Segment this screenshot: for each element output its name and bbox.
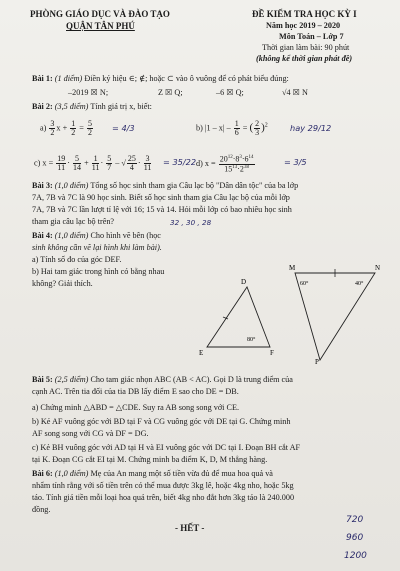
q2b-answer: hay 29/12: [290, 123, 332, 133]
q4-label: Bài 4:: [32, 231, 53, 240]
q3-points: (1,0 điểm): [54, 181, 89, 190]
q6-line3: táo. Tính giá tiền mỗi loại hoa quả trên, biết 4kg nho đắt hơn 3kg táo là 240.000: [32, 493, 295, 502]
q5-label: Bài 5:: [32, 375, 53, 384]
triangle-def: [207, 287, 270, 347]
vertex-d: D: [241, 278, 247, 286]
q1-label: Bài 1:: [32, 74, 53, 83]
q4-text1: Cho hình vẽ bên (học: [90, 231, 161, 240]
q1-item-4: √4 ☒ N: [282, 88, 308, 97]
q2a-label: a): [40, 123, 47, 133]
q2c-label: c): [34, 158, 41, 168]
vertex-f: F: [270, 349, 274, 357]
q6-label: Bài 6:: [32, 469, 53, 478]
q4-b1: b) Hai tam giác trong hình có bằng nhau: [32, 267, 165, 276]
q2b-label: b): [196, 123, 203, 133]
q5-line1: [32, 376, 293, 384]
q2a-answer: = 4/3: [112, 123, 135, 133]
tally-960: 960: [346, 533, 364, 543]
q1-item-3: –6 ☒ Q;: [216, 88, 244, 97]
q5-b1: b) Kẻ AF vuông góc với BD tại F và CG vuông góc với DE tại G. Chứng minh: [32, 417, 291, 426]
q5-c2: tại K. Đoạn CG cắt EI tại M. Chứng minh ba điểm K, D, M thẳng hàng.: [32, 455, 268, 464]
angle-m: 60°: [300, 281, 309, 287]
q6-text1: Mẹ của An mang một số tiền vừa đủ để mua hoa quả và: [90, 469, 273, 478]
subject: Môn Toán – Lớp 7: [279, 32, 344, 41]
q6-line1: [32, 470, 273, 478]
q6-points: (1,0 điểm): [54, 469, 89, 478]
q1-text: Điền ký hiệu ∈; ∉; hoặc ⊂ vào ô vuông để có phát biểu đúng:: [84, 74, 289, 83]
note: (không kể thời gian phát đề): [256, 54, 353, 63]
exam-title: ĐỀ KIỂM TRA HỌC KỲ I: [252, 9, 357, 19]
q2-label: Bài 2:: [32, 102, 53, 111]
q1-points: (1 điểm): [54, 74, 83, 83]
q2a: a) $\frac{3}{2}$ x + $\frac{1}{2}$ = $\frac{5}{2}$: [40, 119, 92, 137]
q2-points: (3,5 điểm): [54, 102, 89, 111]
q2-header: [32, 103, 152, 111]
angle-n: 40°: [355, 281, 364, 287]
q5-line2: cạnh AC. Trên tia đối của tia DB lấy điểm E sao cho DE = DB.: [32, 387, 239, 396]
duration: Thời gian làm bài: 90 phút: [262, 43, 350, 52]
q2d: d) x = $\frac{20^{12}\cdot 8^3\cdot 6^{14}}{15^{13}\cdot 2^{38}}$: [196, 154, 254, 174]
q1-header: [32, 75, 289, 83]
vertex-m: M: [289, 264, 296, 272]
dept-line1: PHÒNG GIÁO DỤC VÀ ĐÀO TẠO: [30, 9, 170, 19]
q1-item-1: –2019 ☒ N;: [68, 88, 109, 97]
q3-note: 32 , 30 , 28: [170, 218, 212, 227]
dept-line2: QUẬN TÂN PHÚ: [66, 21, 135, 31]
q5-points: (2,5 điểm): [54, 375, 89, 384]
vertex-n: N: [375, 264, 381, 272]
q2-text: Tính giá trị x, biết:: [90, 102, 152, 111]
triangle-figures: [195, 255, 395, 365]
q3-line4: tham gia câu lạc bộ trên?: [32, 217, 115, 226]
q5-c1: c) Kẻ BH vuông góc với AD tại H và EI vuông góc với DC tại I. Đoạn BH cắt AF: [32, 443, 301, 452]
end-marker: - HẾT -: [175, 523, 205, 533]
q2d-label: d): [196, 159, 203, 169]
q4-b2: không? Giải thích.: [32, 279, 93, 288]
vertex-p: P: [315, 358, 319, 365]
q5-b2: AF song song với CG và DF = DG.: [32, 429, 149, 438]
q2c: c) x = $\frac{19}{11}$ · $\frac{5}{14}$ + $\frac{1}{11}$ · $\frac{5}{7}$ – √ $\frac{25}{4}$ · $\frac{3}{11}$: [34, 154, 152, 172]
q4-a: a) Tính số đo của góc DEF.: [32, 255, 122, 264]
q5-text1: Cho tam giác nhọn ABC (AB < AC). Gọi D là trung điểm của: [90, 375, 293, 384]
q3-line2: 7A, 7B và 7C là 90 học sinh. Biết số học sinh tham gia Câu lạc bộ của mỗi lớp: [32, 193, 290, 202]
tally-1200: 1200: [344, 551, 367, 561]
q2c-answer: = 35/22: [163, 157, 197, 167]
tally-720: 720: [346, 515, 364, 525]
school-year: Năm học 2019 – 2020: [266, 21, 341, 30]
q4-line1: [32, 232, 161, 240]
q5-a: a) Chứng minh △ABD = △CDE. Suy ra AB song song với CE.: [32, 403, 240, 412]
q6-line2: nhẩm tính rằng với số tiền trên có thể mua được 3kg lê, hoặc 4kg nho, hoặc 5kg: [32, 481, 294, 490]
q3-text1: Tổng số học sinh tham gia Câu lạc bộ "Dân dân tộc" của ba lớp: [90, 181, 299, 190]
q1-item-2: Z ☒ Q;: [158, 88, 183, 97]
q3-line3: 7A, 7B và 7C lần lượt tỉ lệ với 16; 15 và 14. Hỏi mỗi lớp có bao nhiêu học sinh: [32, 205, 292, 214]
q4-points: (1,0 điểm): [54, 231, 89, 240]
q3-line1: [32, 182, 298, 190]
q4-line2: sinh không cần vẽ lại hình khi làm bài).: [32, 243, 162, 252]
q2b: b) |1 – x| – $\frac{1}{6}$ = ( $\frac{2}{3}$ )$^2$: [196, 119, 268, 137]
q2d-answer: = 3/5: [284, 157, 307, 167]
q6-line4: đồng.: [32, 505, 51, 514]
vertex-e: E: [199, 349, 204, 357]
angle-f: 80°: [247, 337, 256, 343]
q3-label: Bài 3:: [32, 181, 53, 190]
